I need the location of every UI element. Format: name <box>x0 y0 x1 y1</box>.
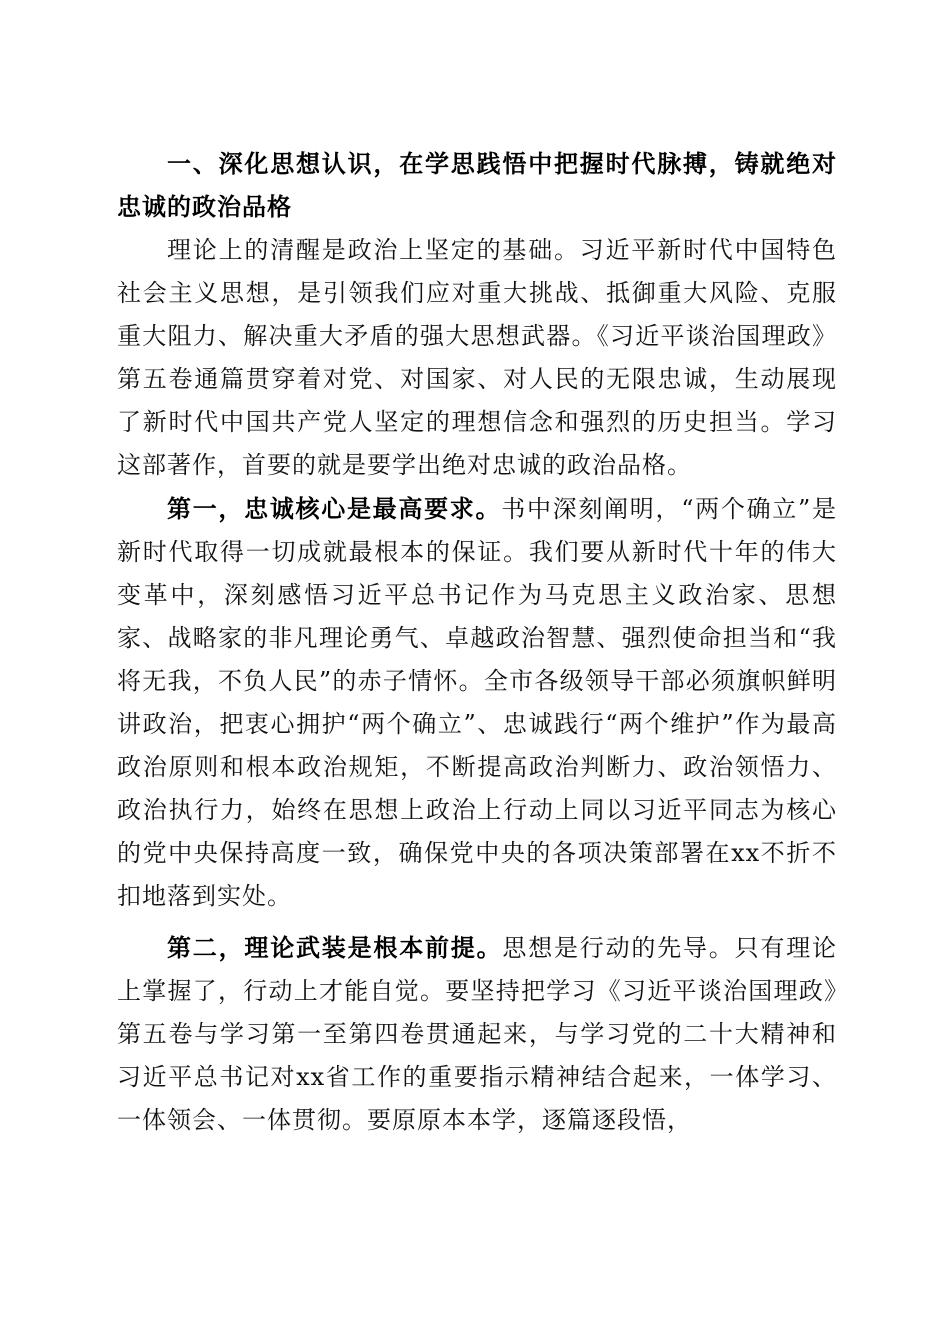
paragraph-lead: 第二，理论武装是根本前提。 <box>167 933 503 962</box>
paragraph-text: 思想是行动的先导。只有理论上掌握了，行动上才能自觉。要坚持把学习《习近平谈治国理政》第五卷与学习第一至第四卷贯通起来，与学习党的二十大精神和习近平总书记对xx省工作的重要指示精神结合起来，一体学习、一体领会、一体贯彻。要原原本本学，逐篇逐段悟， <box>117 934 838 1134</box>
section-heading: 一、深化思想认识，在学思践悟中把握时代脉搏，铸就绝对忠诚的政治品格 <box>117 150 837 221</box>
paragraph-text: 书中深刻阐明，“两个确立”是新时代取得一切成就最根本的保证。我们要从新时代十年的伟大变革中，深刻感悟习近平总书记作为马克思主义政治家、思想家、战略家的非凡理论勇气、卓越政治智慧、强烈使命担当和“我将无我，不负人民”的赤子情怀。全市各级领导干部必须旗帜鲜明讲政治，把衷心拥护“两个确立”、忠诚践行“两个维护”作为最高政治原则和根本政治规矩，不断提高政治判断力、政治领悟力、政治执行力，始终在思想上政治上行动上同以习近平同志为核心的党中央保持高度一致，确保党中央的各项决策部署在xx不折不扣地落到实处。 <box>117 495 837 910</box>
document-body <box>117 143 837 1142</box>
paragraph-second-point <box>117 926 837 1142</box>
paragraph-intro: 理论上的清醒是政治上坚定的基础。习近平新时代中国特色社会主义思想，是引领我们应对重大挑战、抵御重大风险、克服重大阻力、解决重大矛盾的强大思想武器。《习近平谈治国理政》第五卷通篇贯穿着对党、对国家、对人民的无限忠诚，生动展现了新时代中国共产党人坚定的理想信念和强烈的历史担当。学习这部著作，首要的就是要学出绝对忠诚的政治品格。 <box>117 236 837 479</box>
paragraph-first-point <box>117 487 837 918</box>
paragraph-lead: 第一，忠诚核心是最高要求。 <box>167 494 502 523</box>
